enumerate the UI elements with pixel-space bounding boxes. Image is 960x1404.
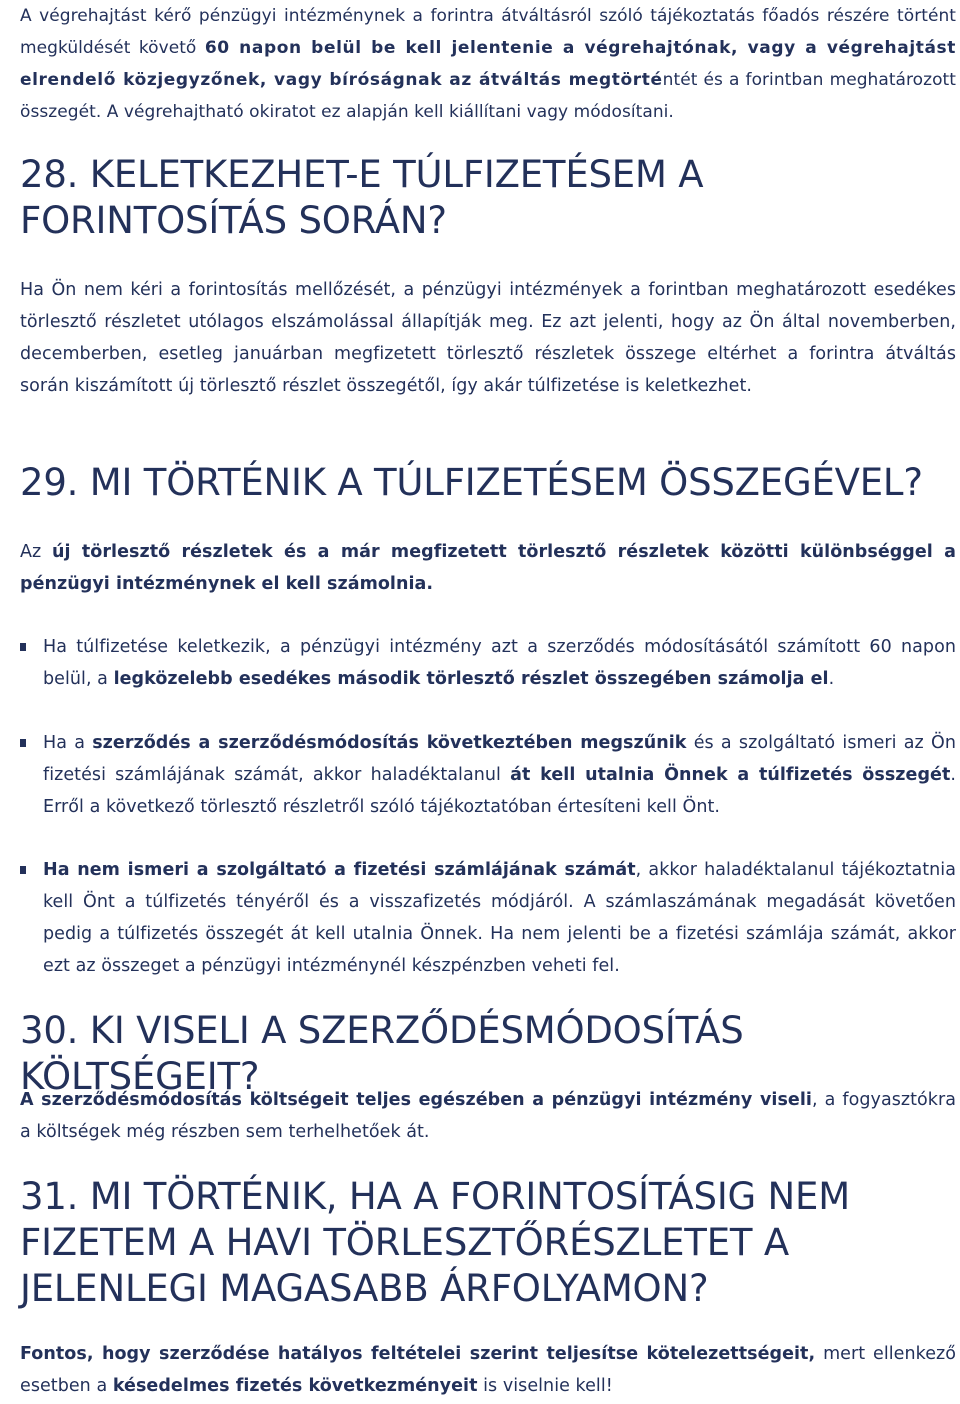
section-31-paragraph — [20, 1338, 956, 1402]
intro-text-1: A végrehajtást kérő pénzügyi intézménynek a forintra átváltásról szóló tájékoztatás főadós részére történt megküldését követő — [20, 6, 956, 58]
bullet-3-text: , akkor haladéktalanul tájékoztatnia kell Önt a túlfizetés tényéről és a visszafizetés módjáról. A számlaszámának megadását követően pedig a túlfizetés összegét át kell utalnia Önnek. Ha nem jelenti be a fizetési számlája számát, akkor ezt az összeget a pénzügyi intézménynél készpénzben veheti fel. — [43, 860, 956, 976]
bullet-2-text-c: . Erről a következő törlesztő részletről szóló tájékoztatóban értesíteni kell Önt. — [43, 765, 956, 817]
section-31-bold-b: késedelmes fizetés következményeit — [112, 1376, 478, 1396]
bullet-2-bold-a: szerződés a szerződésmódosítás következtében megszűnik — [92, 733, 687, 753]
bullet-3-bold: Ha nem ismeri a szolgáltató a fizetési számlájának számát — [43, 860, 636, 880]
bullet-1-bold: legközelebb esedékes második törlesztő részlet összegében számolja el — [113, 669, 829, 689]
section-31-text-a: mert ellenkező esetben a — [20, 1344, 956, 1396]
bullet-2-bold-b: át kell utalnia Önnek a túlfizetés összegét — [510, 765, 951, 785]
section-30-paragraph — [20, 1084, 956, 1148]
bullet-2-text-b: és a szolgáltató ismeri az Ön fizetési számlájának számát, akkor haladéktalanul — [43, 733, 956, 785]
heading-28: 28. KELETKEZHET-E TÚLFIZETÉSEM A FORINTOSÍTÁS SORÁN? — [20, 153, 704, 242]
intro-text-2: ntét és a forintban meghatározott összegét. A végrehajtható okiratot ez alapján kell kiállítani vagy módosítani. — [20, 70, 956, 122]
bullet-2-text-a: Ha a — [43, 733, 93, 753]
bullet-square-icon — [20, 643, 26, 651]
section-29-paragraph — [20, 536, 956, 600]
bullet-item-1 — [20, 631, 956, 695]
bullet-square-icon — [20, 866, 26, 874]
section-30-bold: A szerződésmódosítás költségeit teljes egészében a pénzügyi intézmény viseli — [20, 1090, 812, 1110]
intro-paragraph — [20, 0, 956, 128]
section-29-bold: új törlesztő részletek és a már megfizetett törlesztő részletek közötti különbséggel a pénzügyi intézménynek el kell számolnia. — [20, 542, 956, 594]
heading-30: 30. KI VISELI A SZERZŐDÉSMÓDOSÍTÁS KÖLTSÉGEIT? — [20, 1009, 744, 1098]
section-31-bold-a: Fontos, hogy szerződése hatályos feltételei szerint teljesítse kötelezettségeit, — [20, 1344, 816, 1364]
bullet-square-icon — [20, 739, 26, 747]
bullet-1-text: Ha túlfizetése keletkezik, a pénzügyi intézmény azt a szerződés módosításától számított 60 napon belül, a — [43, 637, 956, 689]
section-29-text: Az — [20, 542, 53, 562]
heading-31: 31. MI TÖRTÉNIK, HA A FORINTOSÍTÁSIG NEM FIZETEM A HAVI TÖRLESZTŐRÉSZLETET A JELENLEGI MAGASABB ÁRFOLYAMON? — [20, 1175, 850, 1310]
bullet-item-2 — [20, 727, 956, 823]
intro-bold-text: 60 napon belül be kell jelentenie a végrehajtónak, vagy a végrehajtást elrendelő közjegyzőnek, vagy bíróságnak az átváltás megtörté — [20, 38, 956, 90]
bullet-1-end: . — [828, 669, 835, 689]
section-30-text: , a fogyasztókra a költségek még részben sem terhelhetőek át. — [20, 1090, 956, 1142]
section-31-text-b: is viselnie kell! — [477, 1376, 613, 1396]
section-28-paragraph: Ha Ön nem kéri a forintosítás mellőzését, a pénzügyi intézmények a forintban meghatározott esedékes törlesztő részletet utólagos elszámolással állapítják meg. Ez azt jelenti, hogy az Ön által novemberben, decemberben, esetleg januárban megfizetett törlesztő részletek összege eltérhet a forintra átváltás során kiszámított új törlesztő részlet összegétől, így akár túlfizetése is keletkezhet. — [20, 280, 956, 396]
heading-29: 29. MI TÖRTÉNIK A TÚLFIZETÉSEM ÖSSZEGÉVEL? — [20, 461, 923, 504]
bullet-item-3 — [20, 854, 956, 982]
